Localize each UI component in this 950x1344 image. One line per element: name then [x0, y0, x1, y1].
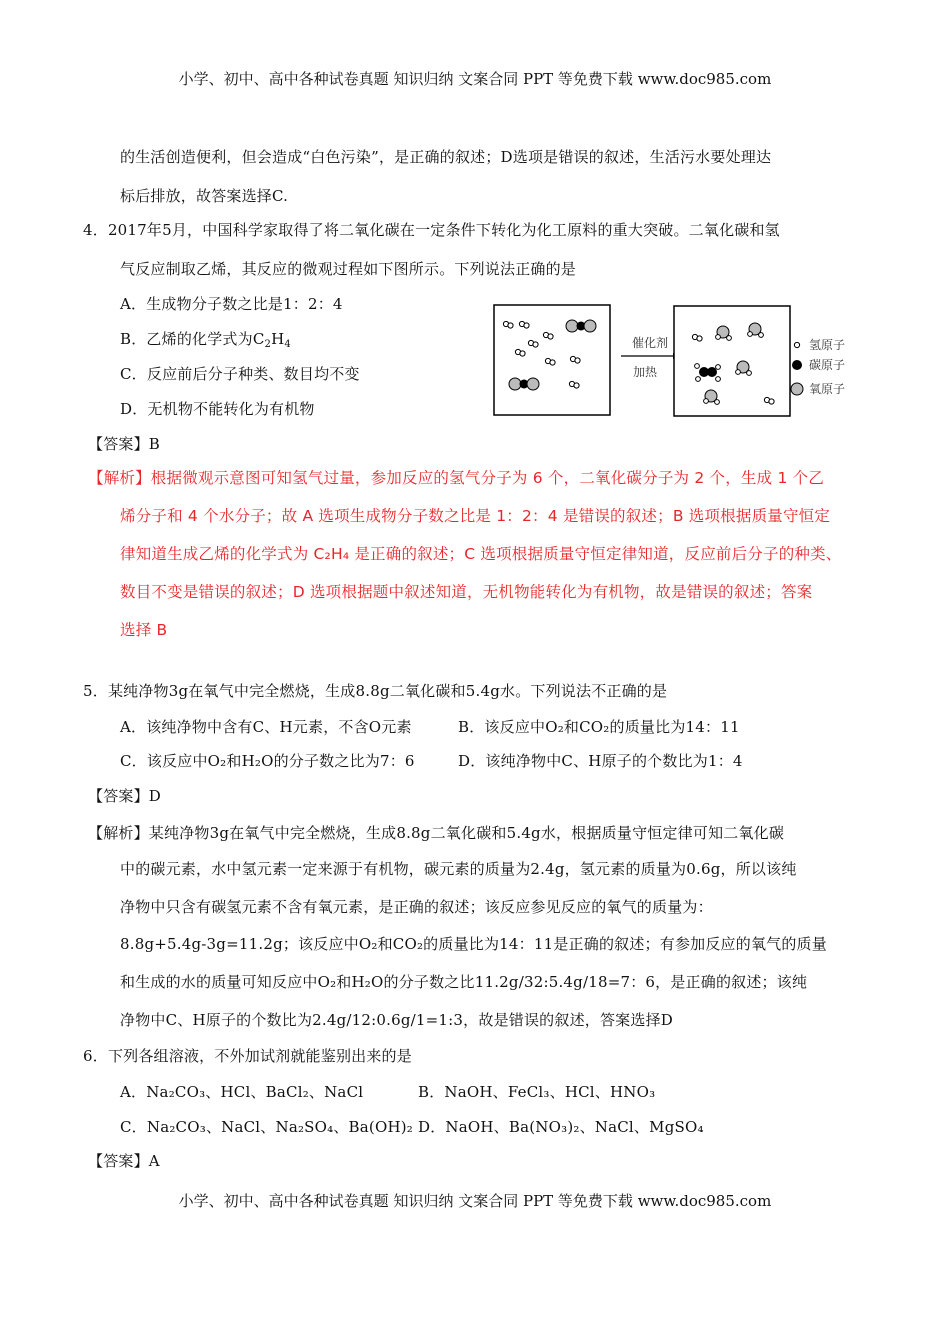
q4-stem-line-2: 气反应制取乙烯，其反应的微观过程如下图所示。下列说法正确的是	[120, 260, 577, 278]
q6-option-b: B．NaOH、FeCl₃、HCl、HNO₃	[418, 1083, 656, 1101]
q6-option-c: C．Na₂CO₃、NaCl、Na₂SO₄、Ba(OH)₂	[120, 1118, 414, 1136]
q4-option-d: D．无机物不能转化为有机物	[120, 400, 315, 418]
q4-stem-line-1: 4．2017年5月，中国科学家取得了将二氧化碳在一定条件下转化为化工原料的重大突破。二氧化碳和氢	[83, 221, 780, 239]
q5-analysis-line-5: 和生成的水的质量可知反应中O₂和H₂O的分子数之比11.2g/32:5.4g/18=7：6，是正确的叙述；该纯	[120, 973, 808, 991]
subscript: 4	[284, 339, 291, 350]
q5-analysis-line-6: 净物中C、H原子的个数比为2.4g/12:0.6g/1=1:3，故是错误的叙述，答案选择D	[120, 1011, 674, 1029]
legend-carbon: 碳原子	[809, 358, 846, 372]
q5-option-d: D．该纯净物中C、H原子的个数比为1：4	[458, 752, 743, 770]
reaction-diagram	[493, 304, 873, 419]
q4-analysis-line-3: 律知道生成乙烯的化学式为 C₂H₄ 是正确的叙述；C 选项根据质量守恒定律知道，反应前后分子的种类、	[120, 545, 842, 563]
q4-analysis-line-5: 选择 B	[120, 621, 168, 639]
q5-analysis-line-1: 【解析】某纯净物3g在氧气中完全燃烧，生成8.8g二氧化碳和5.4g水，根据质量守恒定律可知二氧化碳	[88, 824, 785, 842]
q6-answer: 【答案】A	[88, 1152, 160, 1170]
q5-option-c: C．该反应中O₂和H₂O的分子数之比为7：6	[120, 752, 415, 770]
q4-analysis-line-4: 数目不变是错误的叙述；D 选项根据题中叙述知道，无机物能转化为有机物，故是错误的叙述；答案	[120, 583, 813, 601]
q4-option-b-text: H	[271, 330, 285, 348]
q4-option-b-text: B．乙烯的化学式为C	[120, 330, 265, 348]
legend-hydrogen: 氢原子	[809, 338, 846, 352]
q4-answer: 【答案】B	[88, 435, 161, 453]
q5-option-a: A．该纯净物中含有C、H元素，不含O元素	[120, 718, 412, 736]
q4-option-a: A．生成物分子数之比是1：2：4	[120, 295, 343, 313]
page-footer: 小学、初中、高中各种试卷真题 知识归纳 文案合同 PPT 等免费下载 www.doc985.com	[178, 1192, 772, 1210]
q5-analysis-line-3: 净物中只含有碳氢元素不含有氧元素，是正确的叙述；该反应参见反应的氧气的质量为：	[120, 898, 713, 916]
subscript: 2	[264, 339, 272, 350]
page-header: 小学、初中、高中各种试卷真题 知识归纳 文案合同 PPT 等免费下载 www.doc985.com	[178, 70, 772, 88]
prev-analysis-line-1: 的生活创造便利，但会造成“白色污染”，是正确的叙述；D选项是错误的叙述，生活污水要处理达	[120, 148, 772, 166]
catalyst-label: 催化剂	[631, 336, 669, 350]
q5-answer: 【答案】D	[88, 787, 162, 805]
heat-label: 加热	[632, 365, 658, 379]
prev-analysis-line-2: 标后排放，故答案选择C.	[120, 187, 289, 205]
q6-stem: 6．下列各组溶液，不外加试剂就能鉴别出来的是	[83, 1047, 412, 1065]
q4-analysis-line-2: 烯分子和 4 个水分子；故 A 选项生成物分子数之比是 1：2：4 是错误的叙述；B 选项根据质量守恒定	[120, 507, 831, 525]
molecule-diagram-svg	[493, 304, 873, 419]
q6-option-a: A．Na₂CO₃、HCl、BaCl₂、NaCl	[120, 1083, 364, 1101]
q5-analysis-line-4: 8.8g+5.4g-3g=11.2g；该反应中O₂和CO₂的质量比为14：11是正确的叙述；有参加反应的氧气的质量	[120, 935, 827, 953]
legend-oxygen: 氧原子	[809, 382, 846, 396]
q4-option-b	[120, 328, 291, 349]
q5-analysis-line-2: 中的碳元素，水中氢元素一定来源于有机物，碳元素的质量为2.4g，氢元素的质量为0.6g，所以该纯	[120, 860, 797, 878]
q5-stem: 5．某纯净物3g在氧气中完全燃烧，生成8.8g二氧化碳和5.4g水。下列说法不正确的是	[83, 682, 668, 700]
q4-option-c: C．反应前后分子种类、数目均不变	[120, 365, 360, 383]
q5-option-b: B．该反应中O₂和CO₂的质量比为14：11	[458, 718, 740, 736]
q6-option-d: D．NaOH、Ba(NO₃)₂、NaCl、MgSO₄	[418, 1118, 704, 1136]
q4-analysis-line-1: 【解析】根据微观示意图可知氢气过量，参加反应的氢气分子为 6 个，二氧化碳分子为 2 个，生成 1 个乙	[88, 469, 825, 487]
